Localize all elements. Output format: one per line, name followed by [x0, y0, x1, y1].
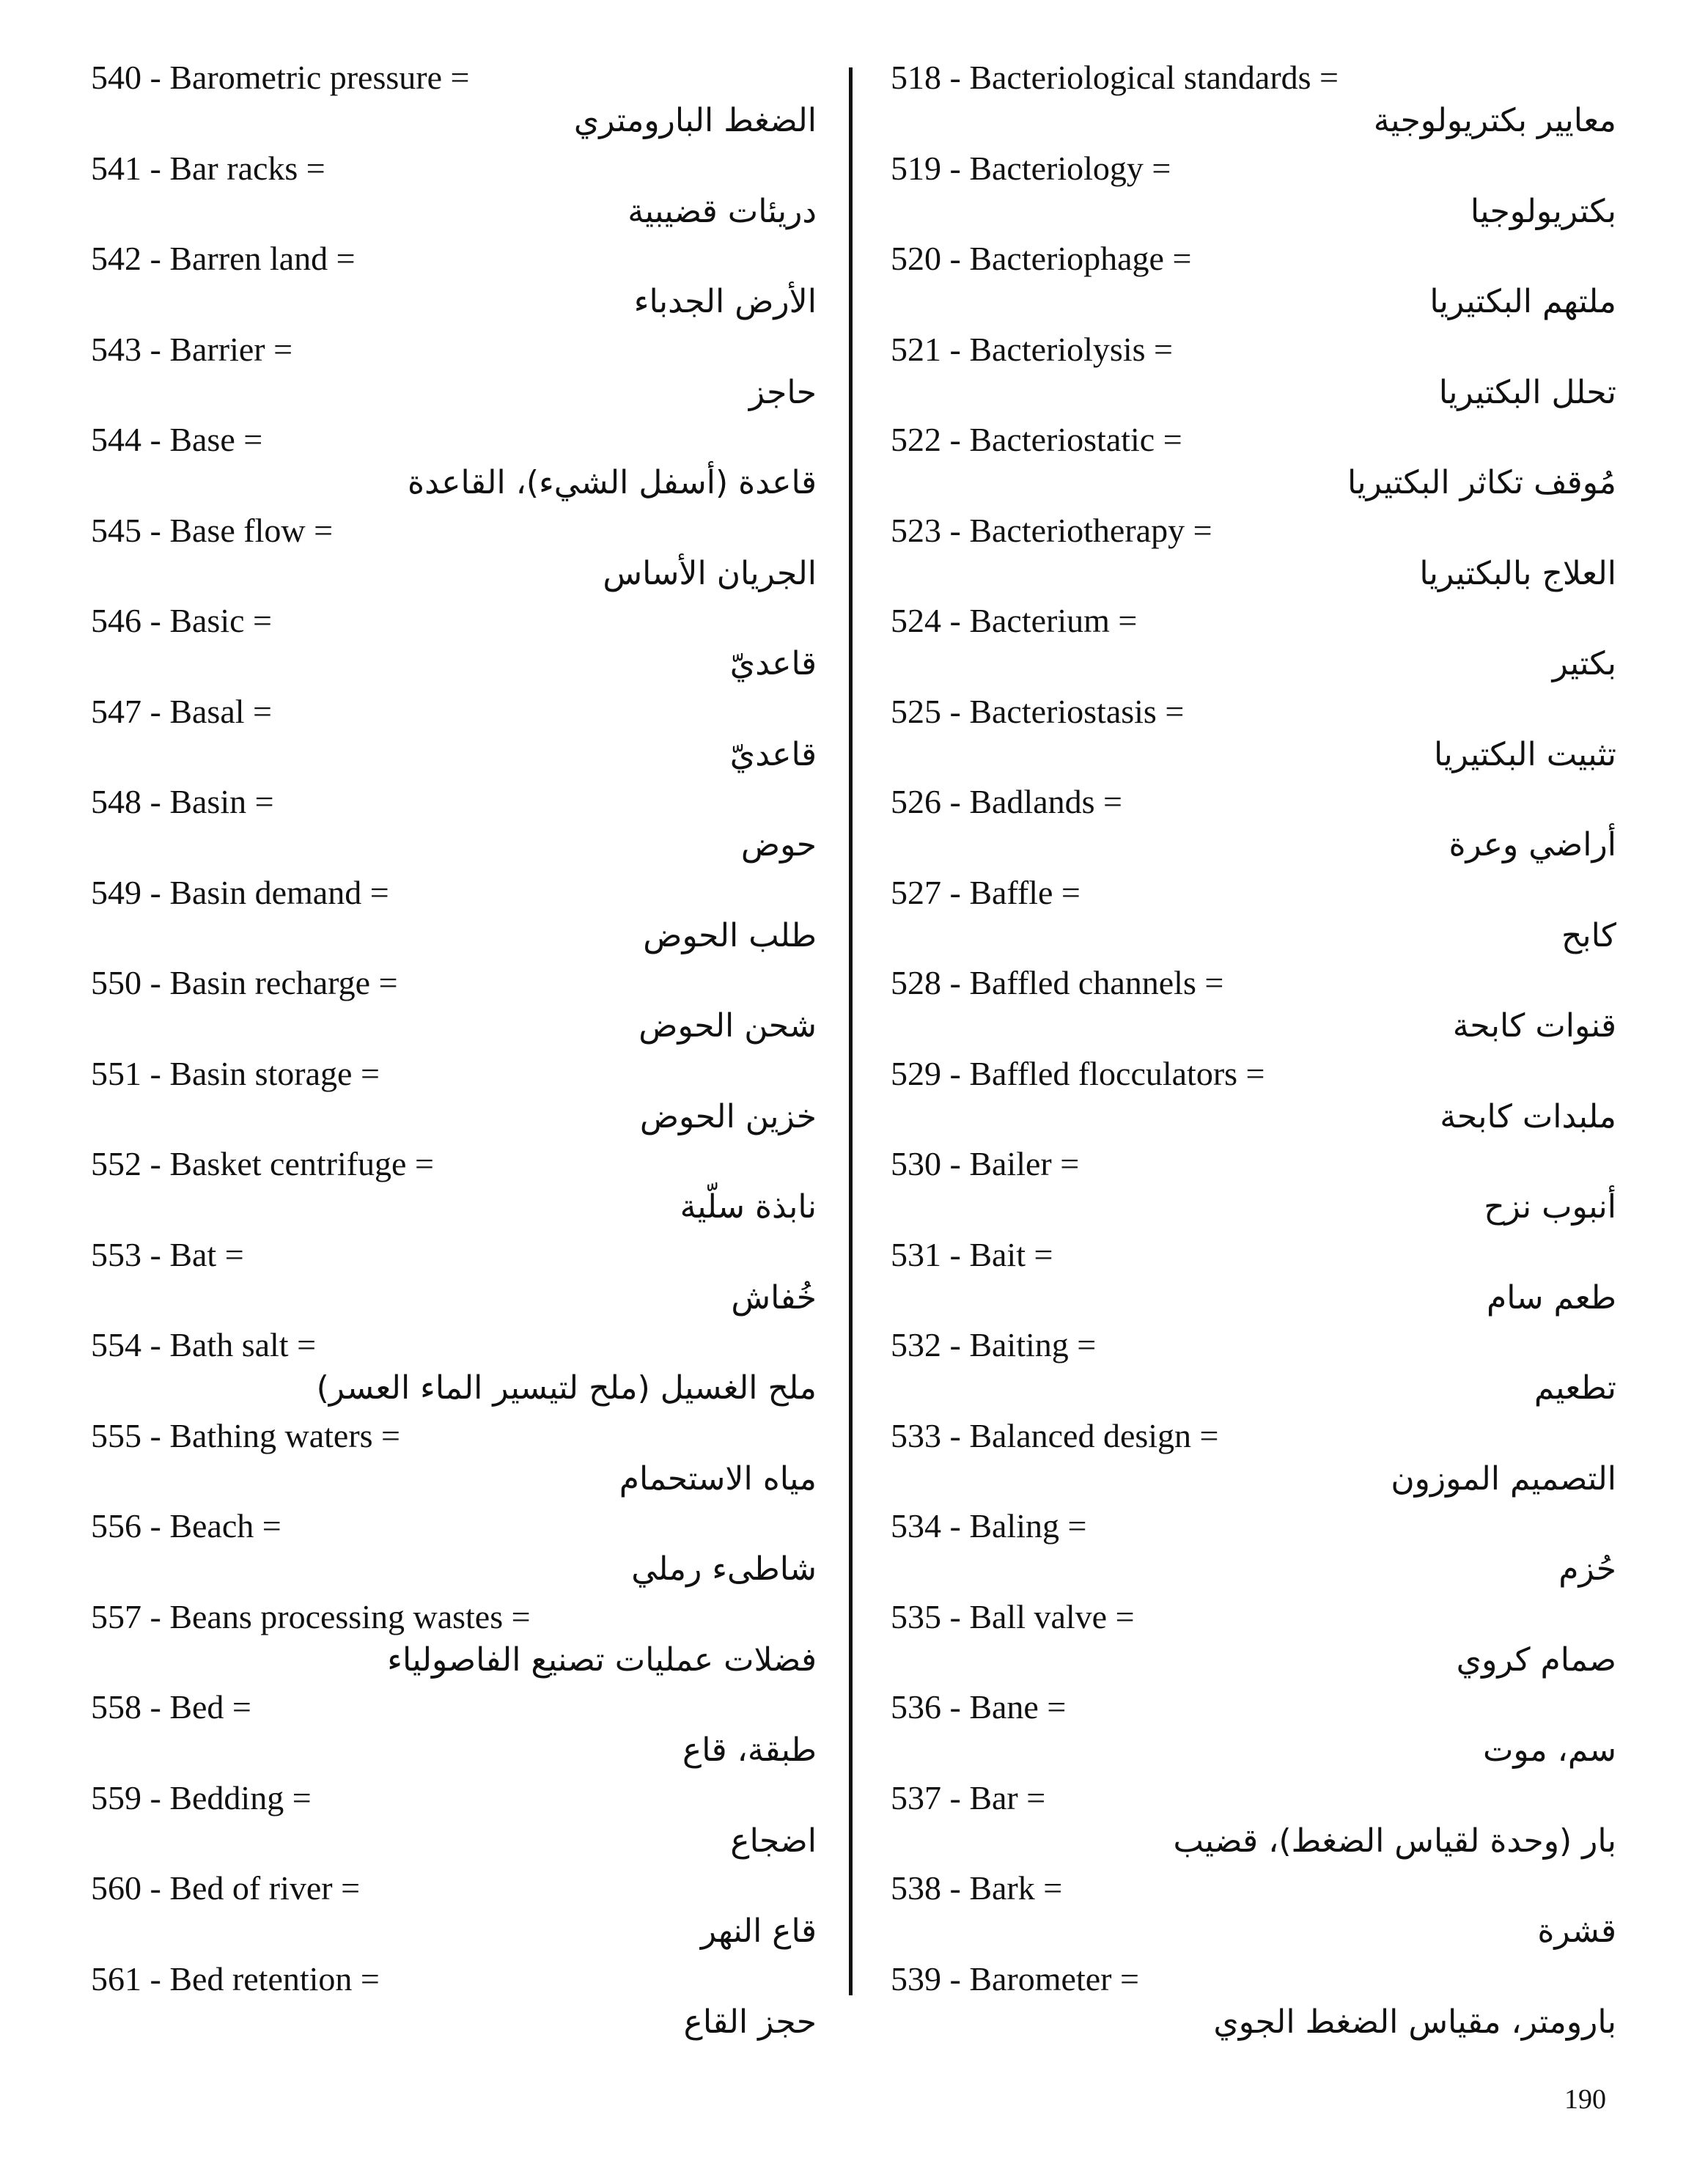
term-arabic: ملتهم البكتيريا: [1429, 283, 1616, 320]
entry-546: [91, 600, 817, 691]
term-english: 527 - Baffle =: [891, 873, 1081, 911]
entry-540: [91, 57, 817, 148]
term-arabic: دريئات قضيبية: [627, 192, 817, 230]
entry-533: [891, 1416, 1616, 1506]
term-english: 518 - Bacteriological standards =: [891, 59, 1339, 96]
term-arabic: أنبوب نزح: [1484, 1188, 1616, 1226]
entry-541: [91, 148, 817, 239]
entry-560: [91, 1868, 817, 1959]
term-arabic: بار (وحدة لقياس الضغط)، قضيب: [1173, 1822, 1616, 1860]
term-english: 546 - Basic =: [91, 602, 272, 639]
term-arabic: صمام كروي: [1456, 1641, 1616, 1679]
term-english: 560 - Bed of river =: [91, 1869, 361, 1907]
term-arabic: حجز القاع: [683, 2003, 817, 2041]
term-english: 540 - Barometric pressure =: [91, 59, 470, 96]
left-column: [91, 57, 817, 2049]
entry-536: [891, 1687, 1616, 1778]
term-arabic: مُوقف تكاثر البكتيريا: [1347, 464, 1616, 501]
term-english: 555 - Bathing waters =: [91, 1416, 400, 1454]
term-english: 535 - Ball valve =: [891, 1597, 1135, 1635]
term-arabic: حوض: [740, 826, 817, 864]
entry-521: [891, 329, 1616, 420]
term-english: 520 - Bacteriophage =: [891, 240, 1192, 277]
term-arabic: الضغط البارومتري: [573, 102, 817, 139]
right-column: [891, 57, 1616, 2049]
entry-552: [91, 1144, 817, 1234]
entry-523: [891, 510, 1616, 601]
entry-518: [891, 57, 1616, 148]
entry-554: [91, 1325, 817, 1416]
term-arabic: تحلل البكتيريا: [1438, 373, 1616, 411]
term-arabic: اضجاع: [730, 1822, 817, 1860]
entry-553: [91, 1234, 817, 1325]
entry-529: [891, 1053, 1616, 1144]
term-arabic: حاجز: [748, 373, 817, 411]
column-divider: [849, 67, 853, 1995]
entry-535: [891, 1597, 1616, 1687]
term-english: 542 - Barren land =: [91, 240, 356, 277]
term-english: 561 - Bed retention =: [91, 1959, 380, 1998]
term-arabic: ملبدات كابحة: [1440, 1097, 1616, 1135]
term-arabic: قشرة: [1537, 1913, 1616, 1950]
entry-530: [891, 1144, 1616, 1234]
term-english: 530 - Bailer =: [891, 1145, 1080, 1182]
term-english: 554 - Bath salt =: [91, 1326, 317, 1363]
entry-551: [91, 1053, 817, 1144]
term-arabic: فضلات عمليات تصنيع الفاصولياء: [387, 1641, 817, 1679]
term-english: 536 - Bane =: [891, 1688, 1067, 1726]
term-english: 545 - Base flow =: [91, 511, 334, 549]
term-arabic: معايير بكتريولوجية: [1373, 102, 1616, 139]
term-english: 557 - Beans processing wastes =: [91, 1597, 531, 1635]
entry-532: [891, 1325, 1616, 1416]
term-arabic: قاعديّ: [729, 735, 817, 773]
term-english: 525 - Bacteriostasis =: [891, 692, 1185, 730]
entry-528: [891, 962, 1616, 1053]
term-arabic: تثبيت البكتيريا: [1434, 735, 1616, 773]
page-number: 190: [1564, 2084, 1606, 2115]
term-english: 552 - Basket centrifuge =: [91, 1145, 434, 1182]
term-english: 534 - Baling =: [891, 1507, 1087, 1545]
entry-558: [91, 1687, 817, 1778]
entry-519: [891, 148, 1616, 239]
term-english: 550 - Basin recharge =: [91, 964, 398, 1001]
term-english: 553 - Bat =: [91, 1235, 244, 1273]
entry-547: [91, 691, 817, 782]
entry-543: [91, 329, 817, 420]
entry-520: [891, 238, 1616, 329]
term-english: 538 - Bark =: [891, 1869, 1063, 1907]
term-english: 533 - Balanced design =: [891, 1416, 1219, 1454]
term-english: 543 - Barrier =: [91, 330, 293, 368]
term-arabic: قنوات كابحة: [1452, 1007, 1616, 1045]
entry-526: [891, 781, 1616, 872]
term-arabic: ملح الغسيل (ملح لتيسير الماء العسر): [316, 1369, 817, 1407]
term-english: 558 - Bed =: [91, 1688, 251, 1726]
term-arabic: شاطىء رملي: [631, 1550, 817, 1588]
term-english: 528 - Baffled channels =: [891, 964, 1224, 1001]
entry-539: [891, 1959, 1616, 2050]
entry-545: [91, 510, 817, 601]
term-arabic: كابح: [1561, 916, 1616, 954]
term-arabic: تطعيم: [1534, 1369, 1616, 1407]
entry-542: [91, 238, 817, 329]
term-english: 539 - Barometer =: [891, 1959, 1139, 1998]
term-arabic: قاعديّ: [729, 645, 817, 682]
term-arabic: قاع النهر: [700, 1913, 817, 1950]
term-arabic: خزين الحوض: [639, 1097, 817, 1135]
term-english: 551 - Basin storage =: [91, 1054, 380, 1092]
entry-561: [91, 1959, 817, 2050]
term-english: 521 - Bacteriolysis =: [891, 330, 1173, 368]
term-arabic: بارومتر، مقياس الضغط الجوي: [1213, 2003, 1616, 2041]
term-english: 523 - Bacteriotherapy =: [891, 511, 1212, 549]
term-english: 549 - Basin demand =: [91, 873, 389, 911]
term-arabic: سم، موت: [1482, 1731, 1616, 1769]
term-english: 529 - Baffled flocculators =: [891, 1054, 1265, 1092]
term-english: 532 - Baiting =: [891, 1326, 1097, 1363]
term-english: 548 - Basin =: [91, 783, 274, 820]
term-arabic: العلاج بالبكتيريا: [1419, 554, 1616, 592]
term-arabic: طعم سام: [1486, 1278, 1616, 1317]
term-arabic: قاعدة (أسفل الشيء)، القاعدة: [408, 464, 817, 501]
term-arabic: طلب الحوض: [643, 916, 817, 954]
term-arabic: طبقة، قاع: [682, 1731, 817, 1769]
entry-550: [91, 962, 817, 1053]
entry-534: [891, 1506, 1616, 1597]
term-english: 556 - Beach =: [91, 1507, 281, 1545]
entry-559: [91, 1778, 817, 1869]
term-english: 541 - Bar racks =: [91, 149, 325, 187]
entry-527: [891, 872, 1616, 963]
term-english: 547 - Basal =: [91, 692, 272, 730]
term-english: 531 - Bait =: [891, 1235, 1053, 1273]
entry-538: [891, 1868, 1616, 1959]
term-english: 519 - Bacteriology =: [891, 149, 1171, 187]
entry-557: [91, 1597, 817, 1687]
term-arabic: شحن الحوض: [638, 1007, 817, 1045]
term-english: 524 - Bacterium =: [891, 602, 1138, 639]
term-english: 522 - Bacteriostatic =: [891, 421, 1182, 458]
entry-525: [891, 691, 1616, 782]
term-arabic: حُزم: [1558, 1550, 1616, 1588]
term-english: 544 - Base =: [91, 421, 263, 458]
entry-548: [91, 781, 817, 872]
term-arabic: أراضي وعرة: [1449, 826, 1616, 864]
term-arabic: بكتير: [1552, 645, 1616, 682]
entry-555: [91, 1416, 817, 1506]
entry-549: [91, 872, 817, 963]
term-arabic: بكتريولوجيا: [1470, 192, 1616, 230]
entry-537: [891, 1778, 1616, 1869]
term-arabic: الأرض الجدباء: [633, 283, 817, 320]
term-english: 559 - Bedding =: [91, 1778, 312, 1816]
term-arabic: نابذة سلّية: [680, 1188, 817, 1226]
entry-531: [891, 1234, 1616, 1325]
term-arabic: مياه الاستحمام: [619, 1459, 817, 1498]
term-english: 526 - Badlands =: [891, 783, 1122, 820]
term-arabic: الجريان الأساس: [603, 554, 817, 592]
entry-522: [891, 419, 1616, 510]
entry-524: [891, 600, 1616, 691]
term-english: 537 - Bar =: [891, 1778, 1046, 1816]
entry-556: [91, 1506, 817, 1597]
term-arabic: خُفاش: [731, 1278, 817, 1317]
term-arabic: التصميم الموزون: [1391, 1459, 1616, 1498]
entry-544: [91, 419, 817, 510]
